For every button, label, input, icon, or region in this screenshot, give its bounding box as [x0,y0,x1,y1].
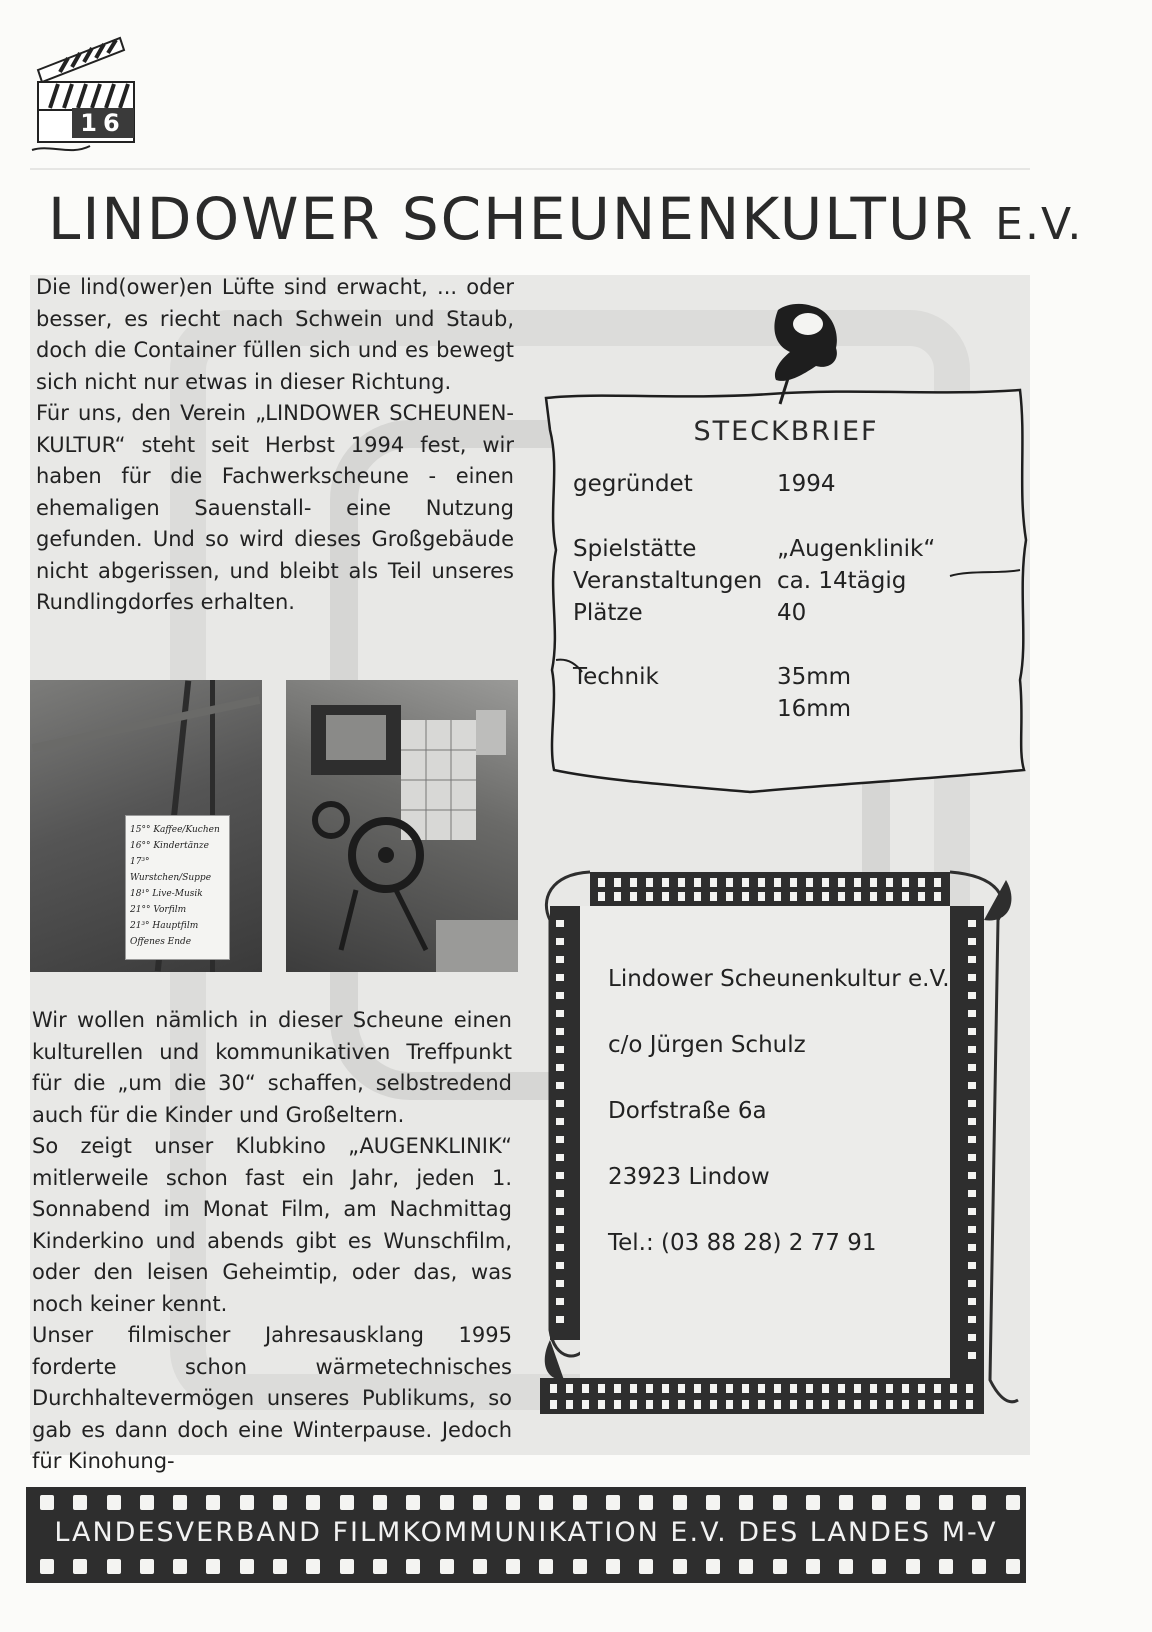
roof-beam [32,696,261,752]
body-text [32,1005,512,1478]
steckbrief-value: 16mm [777,696,852,722]
photo-projector-room [286,680,518,972]
body-paragraph: So zeigt unser Klubkino „AUGENKLINIK“ mitlerweile schon fast ein Jahr, jeden 1. Sonnabend im Monat Film, am Nachmittag Kinderkino und abends gibt es Wunschfilm, oder den leisen Geheimtip, oder das, was noch keiner kennt. [32,1134,512,1316]
address-name: Lindower Scheunenkultur e.V. [608,966,950,992]
intro-paragraph: Die lind(ower)en Lüfte sind erwacht, ... oder besser, es riecht nach Schwein und Staub, doch die Container füllen sich und es bewegt sich nicht nur etwas in dieser Richtung. [36,275,514,394]
footer-banner [26,1487,1026,1583]
projector-illustration [286,680,518,972]
poster-line: 15°° Kaffee/Kuchen [130,825,220,835]
steckbrief-label: Veranstaltungen [573,568,763,594]
steckbrief-title: STECKBRIEF [693,416,879,447]
film-perforations [40,1559,1020,1575]
body-paragraph: Unser filmischer Jahresausklang 1995 forderte schon wärmetechnisches Durchhaltevermögen unseres Publikums, so gab es dann doch eine Winterpause. Jedoch für Kinohung- [32,1323,512,1473]
address-film-frame [540,860,1030,1460]
film-perforations [40,1495,1020,1511]
steckbrief-label: Spielstätte [573,536,697,562]
steckbrief-value: 40 [777,600,807,626]
event-poster [125,815,230,960]
intro-text [36,272,514,619]
poster-line: 21³° Hauptfilm [130,921,199,931]
steckbrief-label: gegründet [573,471,693,497]
title-suffix: E.V. [995,199,1084,250]
page-number: 16 [72,108,134,138]
clapperboard-icon [30,32,140,162]
steckbrief-value: ca. 14tägig [777,568,907,594]
footer-text: LANDESVERBAND FILMKOMMUNIKATION E.V. DES LANDES M-V [54,1517,998,1548]
photo-barn-poster [30,680,262,972]
intro-paragraph: Für uns, den Verein „LINDOWER SCHEUNEN-KULTUR“ steht seit Herbst 1994 fest, wir haben für die Fachwerkscheune - einen ehemaligen Sauenstall- eine Nutzung gefunden. Und so wird dieses Großgebäude nicht abgerissen, und bleibt als Teil unseres Rundlingdorfes erhalten. [36,401,514,614]
page-title [48,185,1084,253]
divider [30,168,1030,170]
pushpin-icon [774,304,836,404]
address-phone: Tel.: (03 88 28) 2 77 91 [608,1230,877,1256]
steckbrief-value: 35mm [777,664,852,690]
poster-line: 21°° Vorfilm [130,905,187,915]
poster-line: Offenes Ende [130,937,192,947]
steckbrief-label: Technik [573,664,659,690]
poster-line: 18¹° Live-Musik [130,889,203,899]
poster-line: 16°° Kindertänze [130,841,209,851]
steckbrief-label: Plätze [573,600,643,626]
steckbrief-value: 1994 [777,471,836,497]
poster-line: 17³° Wurstchen/Suppe [130,857,212,883]
title-main: LINDOWER SCHEUNENKULTUR [48,185,975,253]
address-city: 23923 Lindow [608,1164,770,1190]
address-street: Dorfstraße 6a [608,1098,767,1124]
address-contact: c/o Jürgen Schulz [608,1032,806,1058]
steckbrief-value: „Augenklinik“ [777,536,936,562]
body-paragraph: Wir wollen nämlich in dieser Scheune einen kulturellen und kommunikativen Treffpunkt für die „um die 30“ schaffen, selbstredend auch für die Kinder und Großeltern. [32,1008,512,1127]
